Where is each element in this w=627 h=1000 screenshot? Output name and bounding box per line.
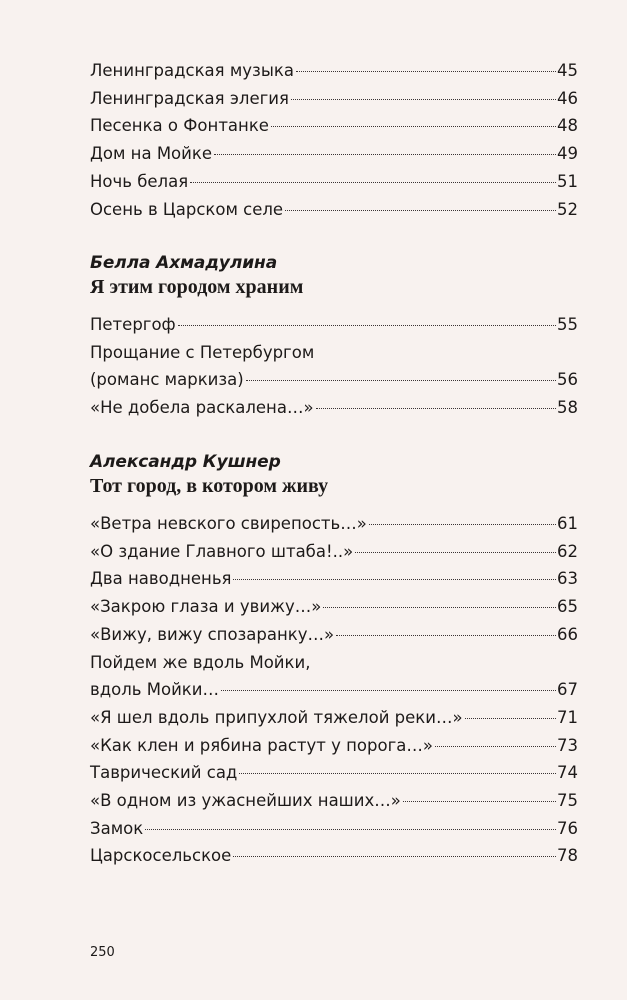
entry-title: Царскосельское — [90, 846, 232, 866]
entry-page-number: 66 — [557, 624, 578, 644]
entry-page-number: 56 — [557, 370, 578, 390]
page-number: 250 — [90, 945, 115, 960]
entry-title: Ленинградская элегия — [90, 88, 289, 108]
toc-entry — [90, 196, 578, 224]
dot-leader — [435, 746, 556, 747]
entry-title: (романс маркиза) — [90, 370, 244, 390]
toc-section-1 — [90, 57, 578, 223]
dot-leader — [369, 524, 556, 525]
entry-page-number: 65 — [557, 597, 578, 617]
toc-section-3 — [90, 452, 578, 870]
entry-page-number: 74 — [557, 763, 578, 783]
section-title: Я этим городом храним — [90, 276, 304, 298]
entry-page-number: 51 — [557, 171, 578, 191]
entry-title: Осень в Царском селе — [90, 199, 284, 219]
dot-leader — [239, 773, 556, 774]
entry-page-number: 78 — [557, 846, 578, 866]
section-title: Тот город, в котором живу — [90, 475, 329, 497]
entry-title: вдоль Мойки… — [90, 680, 219, 700]
toc-entry — [90, 787, 578, 815]
toc-entry — [90, 732, 578, 760]
entry-title: Песенка о Фонтанке — [90, 116, 269, 136]
toc-entry — [90, 842, 578, 870]
entry-title-first-line: Прощание с Петербургом — [90, 342, 315, 362]
toc-entry — [90, 538, 578, 566]
entry-title-first-line: Пойдем же вдоль Мойки, — [90, 652, 311, 672]
entry-page-number: 63 — [557, 569, 578, 589]
dot-leader — [221, 690, 556, 691]
dot-leader — [246, 380, 556, 381]
entry-page-number: 71 — [557, 707, 578, 727]
entry-title: «Как клен и рябина растут у порога…» — [90, 735, 433, 755]
dot-leader — [465, 718, 556, 719]
entry-title: «Не добела раскалена…» — [90, 398, 314, 418]
entry-page-number: 48 — [557, 116, 578, 136]
entry-page-number: 58 — [557, 398, 578, 418]
dot-leader — [355, 552, 556, 553]
toc-entry — [90, 57, 578, 85]
entry-title: «Вижу, вижу спозаранку…» — [90, 624, 335, 644]
dot-leader — [403, 801, 556, 802]
entry-title: «Закрою глаза и увижу…» — [90, 597, 322, 617]
dot-leader — [291, 99, 556, 100]
entry-page-number: 67 — [557, 680, 578, 700]
dot-leader — [145, 829, 556, 830]
author-name: Белла Ахмадулина — [90, 253, 278, 273]
dot-leader — [336, 635, 556, 636]
entry-title: Таврический сад — [90, 763, 238, 783]
dot-leader — [233, 856, 556, 857]
toc-entry — [90, 311, 578, 339]
toc-entry — [90, 565, 578, 593]
toc-section-2 — [90, 253, 578, 422]
dot-leader — [178, 325, 556, 326]
toc-entry — [90, 759, 578, 787]
toc-entry — [90, 704, 578, 732]
entry-page-number: 75 — [557, 791, 578, 811]
entry-title: Петергоф — [90, 315, 176, 334]
dot-leader — [271, 126, 556, 127]
toc-entry — [90, 593, 578, 621]
dot-leader — [190, 182, 556, 183]
entry-title: «О здание Главного штаба!..» — [90, 541, 354, 561]
entry-page-number: 73 — [557, 735, 578, 755]
entry-title: Ленинградская музыка — [90, 61, 294, 80]
dot-leader — [285, 210, 556, 211]
toc-entry — [90, 140, 578, 168]
entry-page-number: 55 — [557, 315, 578, 334]
dot-leader — [323, 607, 556, 608]
toc-entry — [90, 815, 578, 843]
entry-title: «Я шел вдоль припухлой тяжелой реки…» — [90, 707, 463, 727]
entry-page-number: 45 — [557, 61, 578, 80]
toc-entry — [90, 168, 578, 196]
entry-page-number: 62 — [557, 541, 578, 561]
toc-entry — [90, 510, 578, 538]
entry-title: Дом на Мойке — [90, 144, 212, 164]
entry-page-number: 61 — [557, 514, 578, 533]
entry-title: «В одном из ужаснейших наших…» — [90, 791, 401, 811]
entry-page-number: 76 — [557, 818, 578, 838]
toc-entry — [90, 85, 578, 113]
dot-leader — [316, 408, 556, 409]
dot-leader — [296, 71, 556, 72]
author-name: Александр Кушнер — [90, 452, 281, 472]
dot-leader — [214, 154, 556, 155]
entry-page-number: 49 — [557, 144, 578, 164]
toc-entry — [90, 621, 578, 649]
entry-title: Замок — [90, 818, 144, 838]
toc-entry-list — [90, 510, 578, 870]
toc-entry — [90, 339, 578, 394]
toc-entry-list — [90, 57, 578, 223]
toc-entry — [90, 112, 578, 140]
toc-entry — [90, 649, 578, 704]
dot-leader — [233, 579, 556, 580]
entry-title: Два наводненья — [90, 569, 232, 589]
toc-entry-list — [90, 311, 578, 422]
entry-title: Ночь белая — [90, 171, 189, 191]
entry-page-number: 52 — [557, 199, 578, 219]
entry-title: «Ветра невского свирепость…» — [90, 514, 367, 533]
toc-entry — [90, 394, 578, 422]
entry-page-number: 46 — [557, 88, 578, 108]
